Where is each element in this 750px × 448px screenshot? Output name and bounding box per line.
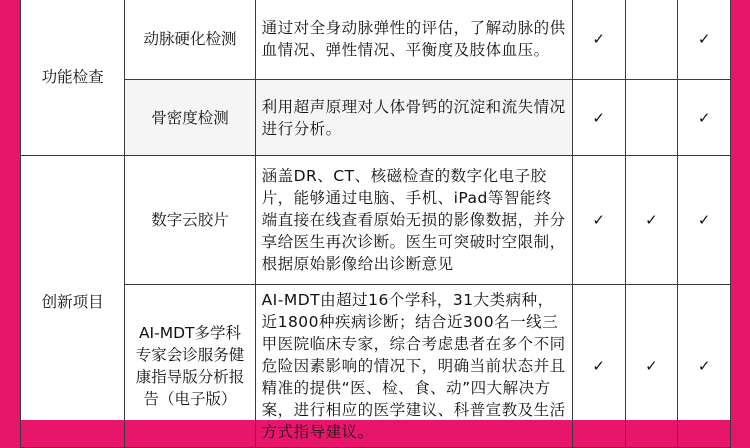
check-cell: ✓: [678, 80, 731, 156]
item-description-cell: 涵盖DR、CT、核磁检查的数字化电子胶片，能够通过电脑、手机、iPad等智能终端直接在线查看原始无损的影像数据，并分享给医生再次诊断。医生可突破时空限制，根据原始影像给出诊断意见: [255, 156, 572, 285]
item-name-cell: 动脉硬化检测: [125, 0, 255, 80]
check-cell: ✓: [678, 285, 731, 448]
table-row: [21, 156, 731, 285]
check-cell: ✓: [572, 285, 625, 448]
table-row: [21, 80, 731, 156]
package-items-table: [20, 0, 731, 448]
category-cell: 功能检查: [21, 0, 125, 156]
item-description-cell: AI-MDT由超过16个学科，31大类病种，近1800种疾病诊断；结合近300名一线三甲医院临床专家，综合考虑患者在多个不同危险因素影响的情况下，明确当前状态并且精准的提供“医、检、食、动”四大解决方案，进行相应的医学建议、科普宣教及生活方式指导建议。: [255, 285, 572, 448]
item-description-cell: 利用超声原理对人体骨钙的沉淀和流失情况进行分析。: [255, 80, 572, 156]
check-cell: ✓: [572, 156, 625, 285]
check-cell: ✓: [572, 0, 625, 80]
check-cell: ✓: [625, 285, 678, 448]
table-row: [21, 285, 731, 448]
check-cell: [625, 80, 678, 156]
table-row: [21, 0, 731, 80]
item-name-cell: 骨密度检测: [125, 80, 255, 156]
check-cell: ✓: [625, 156, 678, 285]
item-description-cell: 通过对全身动脉弹性的评估，了解动脉的供血情况、弹性情况、平衡度及肢体血压。: [255, 0, 572, 80]
check-cell: ✓: [678, 156, 731, 285]
category-cell: 创新项目: [21, 156, 125, 448]
check-cell: ✓: [678, 0, 731, 80]
check-cell: ✓: [572, 80, 625, 156]
item-name-cell: 数字云胶片: [125, 156, 255, 285]
item-name-cell: AI-MDT多学科专家会诊服务健康指导版分析报告（电子版）: [125, 285, 255, 448]
check-cell: [625, 0, 678, 80]
